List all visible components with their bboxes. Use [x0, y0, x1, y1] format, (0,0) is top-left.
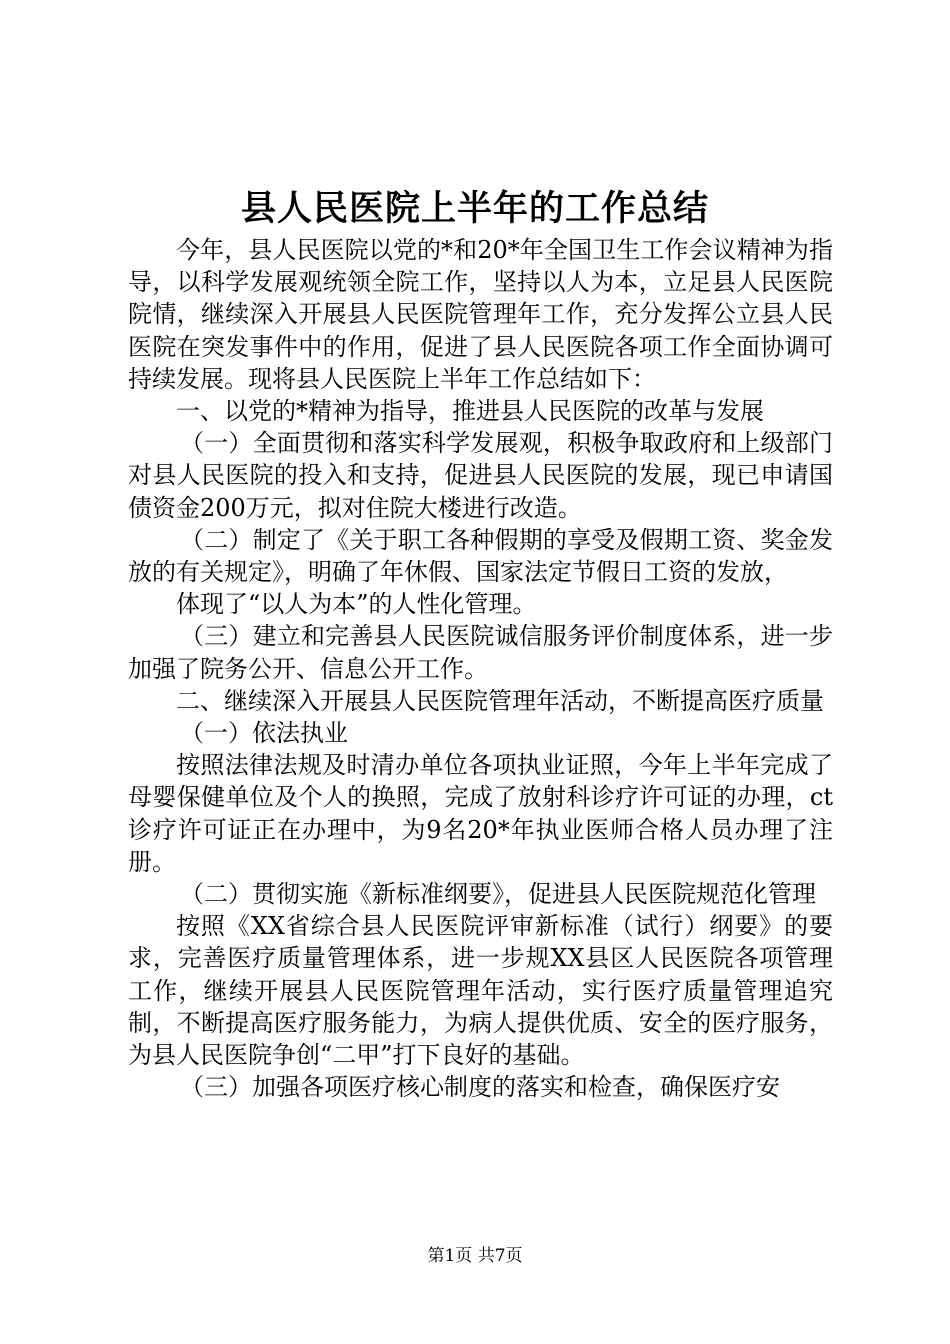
subheading-2-3: （三）加强各项医疗核心制度的落实和检查，确保医疗安	[180, 1073, 780, 1102]
document-body	[128, 234, 833, 1103]
paragraph-2-1: 按照法律法规及时清办单位各项执业证照，今年上半年完成了母婴保健单位及个人的换照，完成了放射科诊疗许可证的办理，ct诊疗许可证正在办理中，为9名20*年执业医师合格人员办理了注册。	[128, 751, 833, 876]
page-title: 县人民医院上半年的工作总结	[240, 188, 709, 229]
paragraph-intro: 今年，县人民医院以党的*和20*年全国卫生工作会议精神为指导，以科学发展观统领全院工作，坚持以人为本，立足县人民医院院情，继续深入开展县人民医院管理年工作，充分发挥公立县人民医院在突发事件中的作用，促进了县人民医院各项工作全面协调可持续发展。现将县人民医院上半年工作总结如下：	[128, 236, 833, 393]
subheading-2-1: （一）依法执业	[180, 719, 348, 748]
paragraph-1-2-cont: 体现了“以人为本”的人性化管理。	[176, 590, 537, 619]
paragraph-1-1: （一）全面贯彻和落实科学发展观，积极争取政府和上级部门对县人民医院的投入和支持，促进县人民医院的发展，现已申请国债资金200万元，拟对住院大楼进行改造。	[128, 429, 833, 522]
subheading-2-2: （二）贯彻实施《新标准纲要》，促进县人民医院规范化管理	[180, 880, 816, 909]
section-heading-1: 一、以党的*精神为指导，推进县人民医院的改革与发展	[176, 397, 764, 426]
paragraph-1-3: （三）建立和完善县人民医院诚信服务评价制度体系，进一步加强了院务公开、信息公开工作。	[128, 622, 833, 683]
paragraph-1-2: （二）制定了《关于职工各种假期的享受及假期工资、奖金发放的有关规定》，明确了年休假、国家法定节假日工资的发放，	[128, 525, 833, 587]
page-footer: 第1页 共7页	[427, 1246, 523, 1266]
section-heading-2: 二、继续深入开展县人民医院管理年活动，不断提高医疗质量	[176, 686, 824, 715]
paragraph-2-2: 按照《XX省综合县人民医院评审新标准（试行）纲要》的要求，完善医疗质量管理体系，进一步规XX县区人民医院各项管理工作，继续开展县人民医院管理年活动，实行医疗质量管理追究制，不断提高医疗服务能力，为病人提供优质、安全的医疗服务，为县人民医院争创“二甲”打下良好的基础。	[128, 912, 833, 1070]
